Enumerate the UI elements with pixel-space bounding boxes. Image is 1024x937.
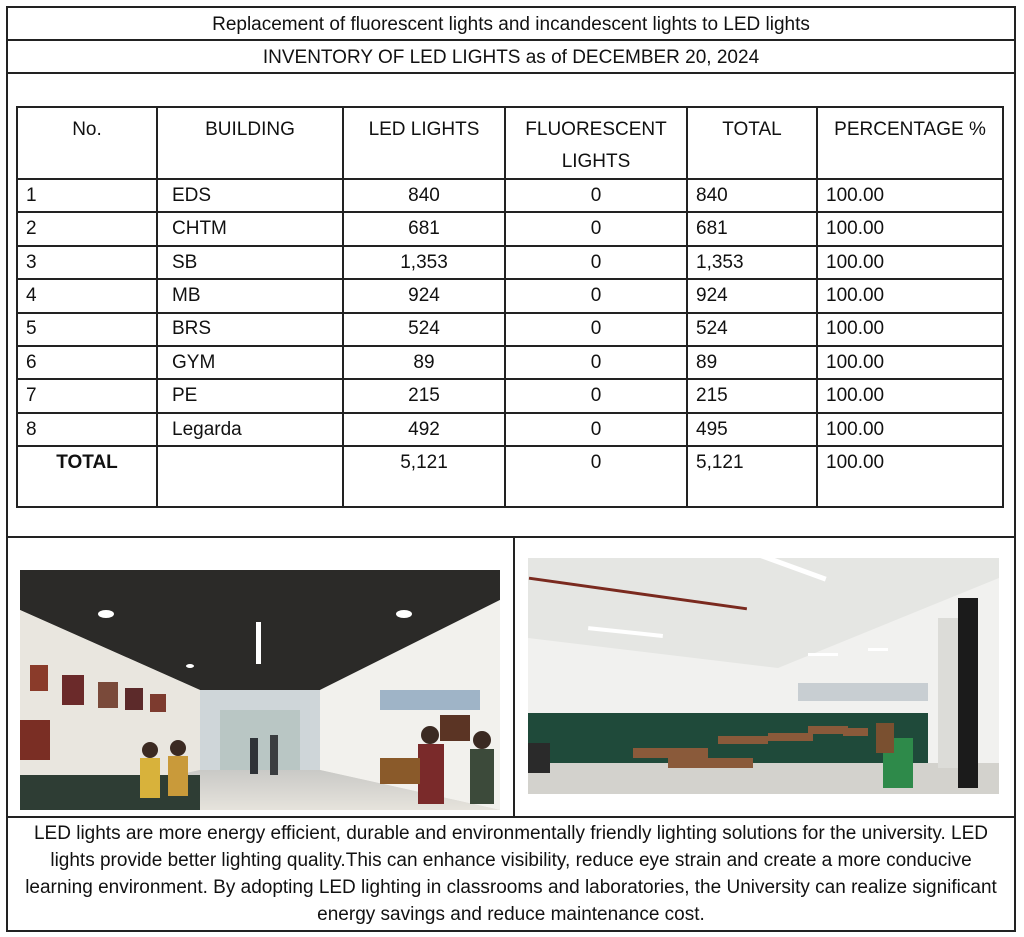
row-no: 4 — [17, 279, 157, 312]
row-building: Legarda — [157, 413, 343, 446]
row-total: 840 — [687, 179, 817, 212]
row-fluorescent: 0 — [505, 179, 687, 212]
header-no: No. — [17, 107, 157, 179]
inventory-table — [16, 106, 1004, 508]
row-building: PE — [157, 379, 343, 412]
row-total: 681 — [687, 212, 817, 245]
table-row — [17, 313, 1003, 346]
total-total: 5,121 — [687, 446, 817, 507]
row-total: 1,353 — [687, 246, 817, 279]
total-label: TOTAL — [17, 446, 157, 507]
row-no: 5 — [17, 313, 157, 346]
row-led: 840 — [343, 179, 505, 212]
row-building: EDS — [157, 179, 343, 212]
row-percentage: 100.00 — [817, 413, 1003, 446]
row-percentage: 100.00 — [817, 246, 1003, 279]
total-led: 5,121 — [343, 446, 505, 507]
header-building: BUILDING — [157, 107, 343, 179]
row-percentage: 100.00 — [817, 279, 1003, 312]
gallery-hallway-photo — [20, 570, 500, 810]
row-building: CHTM — [157, 212, 343, 245]
header-percentage: PERCENTAGE % — [817, 107, 1003, 179]
row-led: 89 — [343, 346, 505, 379]
row-building: SB — [157, 246, 343, 279]
row-led: 215 — [343, 379, 505, 412]
row-percentage: 100.00 — [817, 379, 1003, 412]
row-no: 2 — [17, 212, 157, 245]
row-led: 1,353 — [343, 246, 505, 279]
header-fluorescent-lights: FLUORESCENT LIGHTS — [505, 107, 687, 179]
document-subtitle: INVENTORY OF LED LIGHTS as of DECEMBER 20, 2024 — [6, 41, 1016, 74]
row-no: 7 — [17, 379, 157, 412]
row-total: 524 — [687, 313, 817, 346]
table-row — [17, 179, 1003, 212]
row-no: 3 — [17, 246, 157, 279]
total-fluorescent: 0 — [505, 446, 687, 507]
total-building — [157, 446, 343, 507]
header-led-lights: LED LIGHTS — [343, 107, 505, 179]
table-row — [17, 346, 1003, 379]
header-total: TOTAL — [687, 107, 817, 179]
row-fluorescent: 0 — [505, 379, 687, 412]
row-percentage: 100.00 — [817, 313, 1003, 346]
row-percentage: 100.00 — [817, 179, 1003, 212]
row-percentage: 100.00 — [817, 212, 1003, 245]
table-row — [17, 379, 1003, 412]
row-led: 492 — [343, 413, 505, 446]
divider — [6, 816, 1016, 818]
description-paragraph: LED lights are more energy efficient, durable and environmentally friendly lighting solutions for the university. LED lights provide better lighting quality.This can enhance visibility, reduce eye strain and create a more conducive learning environment. By adopting LED lighting in classrooms and laboratories, the University can realize significant energy savings and reduce maintenance cost. — [25, 823, 997, 925]
table-row — [17, 413, 1003, 446]
row-building: MB — [157, 279, 343, 312]
row-no: 8 — [17, 413, 157, 446]
divider — [513, 536, 515, 817]
row-fluorescent: 0 — [505, 346, 687, 379]
table-total-row — [17, 446, 1003, 507]
row-led: 924 — [343, 279, 505, 312]
row-fluorescent: 0 — [505, 212, 687, 245]
table-row — [17, 212, 1003, 245]
row-fluorescent: 0 — [505, 413, 687, 446]
table-header-row — [17, 107, 1003, 179]
row-total: 924 — [687, 279, 817, 312]
table-row — [17, 246, 1003, 279]
row-building: GYM — [157, 346, 343, 379]
table-row — [17, 279, 1003, 312]
document-title: Replacement of fluorescent lights and incandescent lights to LED lights — [6, 8, 1016, 41]
row-fluorescent: 0 — [505, 279, 687, 312]
row-no: 1 — [17, 179, 157, 212]
row-percentage: 100.00 — [817, 346, 1003, 379]
row-building: BRS — [157, 313, 343, 346]
classroom-photo — [528, 558, 999, 794]
row-fluorescent: 0 — [505, 246, 687, 279]
row-led: 524 — [343, 313, 505, 346]
row-no: 6 — [17, 346, 157, 379]
total-percentage: 100.00 — [817, 446, 1003, 507]
row-total: 89 — [687, 346, 817, 379]
row-total: 495 — [687, 413, 817, 446]
row-led: 681 — [343, 212, 505, 245]
row-fluorescent: 0 — [505, 313, 687, 346]
row-total: 215 — [687, 379, 817, 412]
divider — [6, 536, 1016, 538]
